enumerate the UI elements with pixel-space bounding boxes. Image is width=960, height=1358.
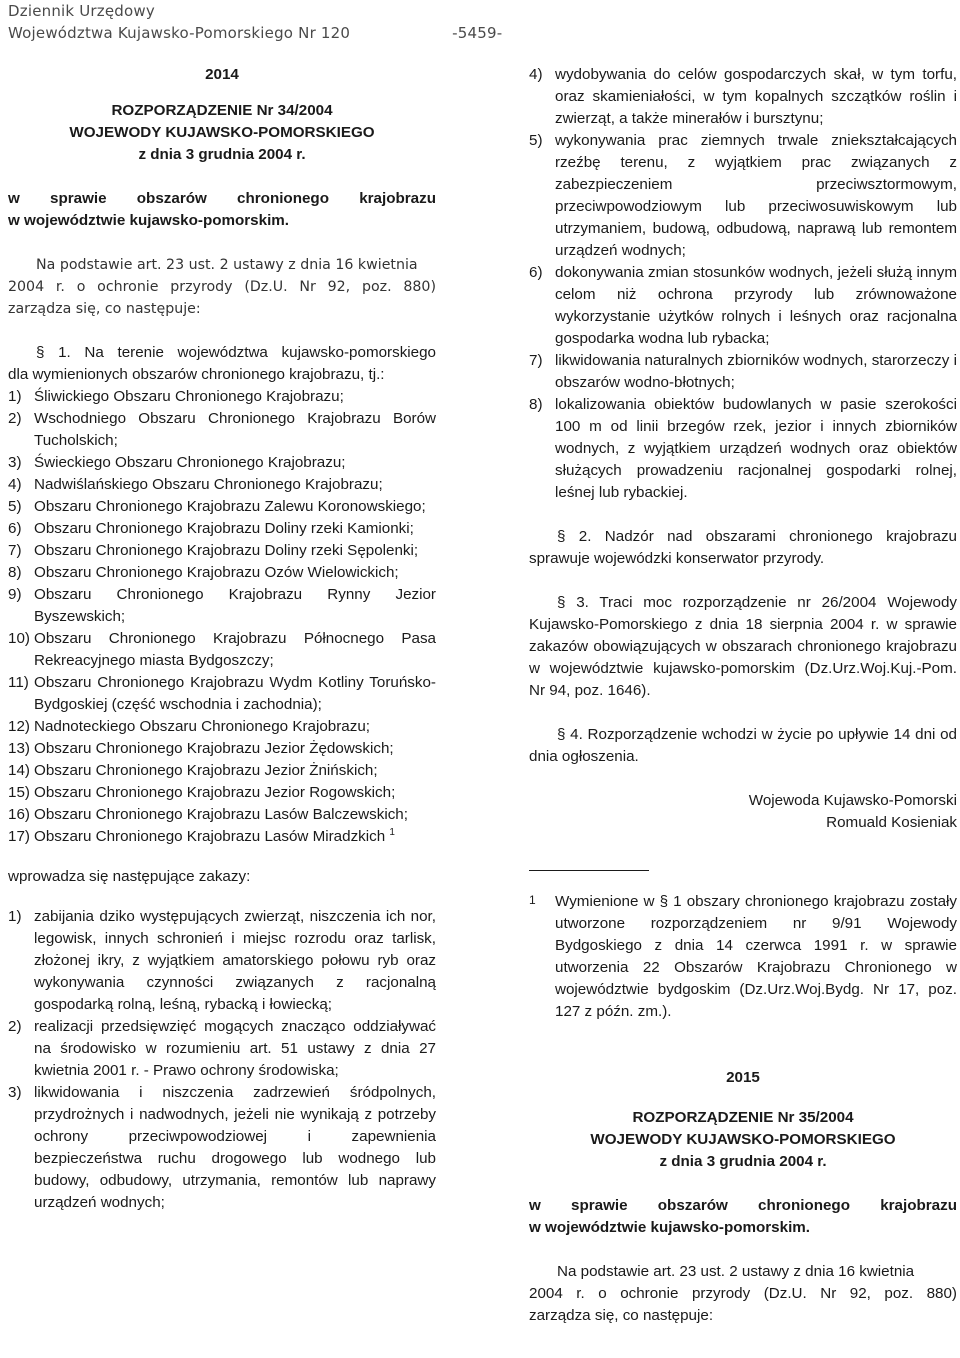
doc-title-2: WOJEWODY KUJAWSKO-POMORSKIEGO <box>590 1131 896 1148</box>
preamble-line-2: 2004 r. o ochronie przyrody (Dz.U. Nr 92, poz. 880) <box>529 1285 957 1302</box>
footnote-number: 1 <box>529 893 536 907</box>
list-item: 10) Obszaru Chronionego Krajobrazu Północnego Pasa Rekreacyjnego miasta Bydgoszczy; <box>8 630 436 669</box>
doc-subject-2: w województwie kujawsko-pomorskim. <box>8 212 290 229</box>
bans-list-continued <box>529 64 957 504</box>
doc-number: 2014 <box>205 66 239 83</box>
list-item: 8) lokalizowania obiektów budowlanych w pasie szerokości 100 m od linii brzegów rzek, jezior i innych zbiorników wodnych, z wyjątkiem urządzeń wodnych oraz obiektów służących prowadzeniu racjonalnej gospodarki rolnej, leśnej lub rybackiej. <box>529 396 957 501</box>
list-item: 7) Obszaru Chronionego Krajobrazu Doliny rzeki Sępolenki; <box>8 542 419 559</box>
footnote-text: Wymienione w § 1 obszary chronionego krajobrazu zostały utworzone rozporządzeniem nr 9/91 Wojewody Bydgoskiego z dnia 14 czerwca 1991 r. w sprawie utworzenia 22 Obszarów Krajobrazu Chronionego w województwie bydgoskim (Dz.Urz.Woj.Bydg. Nr 17, poz. 127 z późn. zm.). <box>555 893 957 1020</box>
preamble-line-1: Na podstawie art. 23 ust. 2 ustawy z dnia 16 kwietnia <box>557 1263 915 1280</box>
list-item: 4) Nadwiślańskiego Obszaru Chronionego Krajobrazu; <box>8 476 383 493</box>
footnote-ref: 1 <box>389 826 395 838</box>
doc-title-1: ROZPORZĄDZENIE Nr 35/2004 <box>632 1109 854 1126</box>
list-item: 14) Obszaru Chronionego Krajobrazu Jezior Żnińskich; <box>8 762 378 779</box>
doc-subject-2: w województwie kujawsko-pomorskim. <box>529 1219 811 1236</box>
doc-title-3: z dnia 3 grudnia 2004 r. <box>659 1153 827 1170</box>
par1-line-1: § 1. Na terenie województwa kujawsko-pomorskiego <box>36 344 436 361</box>
list-item: 11) Obszaru Chronionego Krajobrazu Wydm Kotliny Toruńsko-Bydgoskiej (część wschodnia i zachodnia); <box>8 674 436 713</box>
list-item: 1) Śliwickiego Obszaru Chronionego Krajobrazu; <box>8 388 344 405</box>
list-item: 1) zabijania dziko występujących zwierząt, niszczenia ich nor, legowisk, innych schronień i miejsc rozrodu oraz tarlisk, złożonej ikry, z wyjątkiem amatorskiego połowu ryb oraz wykonywania czynności związanych z racjonalną gospodarką rolną, leśną, rybacką i łowiecką; <box>8 908 436 1013</box>
gazette-header <box>8 0 502 44</box>
doc-subject-1: w sprawie obszarów chronionego krajobrazu <box>529 1197 957 1214</box>
doc-title-2: WOJEWODY KUJAWSKO-POMORSKIEGO <box>69 124 375 141</box>
preamble-line-1: Na podstawie art. 23 ust. 2 ustawy z dnia 16 kwietnia <box>36 257 418 273</box>
gazette-title: Dziennik Urzędowy <box>8 2 155 20</box>
list-item: 17) Obszaru Chronionego Krajobrazu Lasów Miradzkich $^1$ <box>8 826 395 845</box>
list-item: 9) Obszaru Chronionego Krajobrazu Rynny Jezior Byszewskich; <box>8 586 436 625</box>
list-item: 6) Obszaru Chronionego Krajobrazu Doliny rzeki Kamionki; <box>8 520 414 537</box>
preamble-line-3: zarządza się, co następuje: <box>529 1307 714 1324</box>
preamble-line-2: 2004 r. o ochronie przyrody (Dz.U. Nr 92, poz. 880) <box>8 279 436 295</box>
footnote-divider <box>529 870 649 871</box>
list-item: 13) Obszaru Chronionego Krajobrazu Jezior Żędowskich; <box>8 740 394 757</box>
paragraph-4: § 4. Rozporządzenie wchodzi w życie po upływie 14 dni od dnia ogłoszenia. <box>529 726 957 765</box>
doc-number: 2015 <box>726 1069 760 1086</box>
gazette-subtitle-row <box>8 22 502 44</box>
list-item: 3) likwidowania i niszczenia zadrzewień śródpolnych, przydrożnych i nadwodnych, jeżeli nie wynikają z potrzeby ochrony przeciwpowodziowej i zapewnienia bezpieczeństwa ruchu drogowego lub wodnego lub budowy, odbudowy, utrzymania, remontów lub naprawy urządzeń wodnych; <box>8 1084 436 1211</box>
bans-intro: wprowadza się następujące zakazy: <box>8 868 251 885</box>
paragraph-3: § 3. Traci moc rozporządzenie nr 26/2004 Wojewody Kujawsko-Pomorskiego z dnia 18 sierpnia 2004 r. w sprawie zakazów obowiązujących w obszarach chronionego krajobrazu w województwie kujawsko-pomorskim (Dz.Urz.Woj.Kuj.-Pom. Nr 94, poz. 1646). <box>529 594 957 699</box>
page-number: -5459- <box>452 24 503 42</box>
doc-title-3: z dnia 3 grudnia 2004 r. <box>138 146 306 163</box>
list-item: 5) Obszaru Chronionego Krajobrazu Zalewu Koronowskiego; <box>8 498 426 515</box>
left-column <box>8 64 436 1214</box>
list-item: 16) Obszaru Chronionego Krajobrazu Lasów Balczewskich; <box>8 806 408 823</box>
list-item: 12) Nadnoteckiego Obszaru Chronionego Krajobrazu; <box>8 718 371 735</box>
list-item: 7) likwidowania naturalnych zbiorników wodnych, starorzeczy i obszarów wodno-błotnych; <box>529 352 957 391</box>
bans-list <box>8 906 436 1214</box>
signature-name: Romuald Kosieniak <box>826 814 957 831</box>
list-item: 2) Wschodniego Obszaru Chronionego Krajobrazu Borów Tucholskich; <box>8 410 436 449</box>
areas-list <box>8 386 436 848</box>
doc-subject-1: w sprawie obszarów chronionego krajobrazu <box>8 190 436 207</box>
list-item: 4) wydobywania do celów gospodarczych skał, w tym torfu, oraz skamieniałości, w tym kopalnych szczątków roślin i zwierząt, a także minerałów i bursztynu; <box>529 66 957 127</box>
par1-line-2: dla wymienionych obszarów chronionego krajobrazu, tj.: <box>8 366 385 383</box>
list-item: 8) Obszaru Chronionego Krajobrazu Ozów Wielowickich; <box>8 564 399 581</box>
paragraph-2: § 2. Nadzór nad obszarami chronionego krajobrazu sprawuje wojewódzki konserwator przyrody. <box>529 528 957 567</box>
preamble-line-3: zarządza się, co następuje: <box>8 301 201 317</box>
list-item: 5) wykonywania prac ziemnych trwale zniekształcających rzeźbę terenu, z wyjątkiem prac związanych z zabezpieczeniem przeciwsztormowym, przeciwpowodziowym lub przeciwosuwiskowym lub utrzymaniem, budową, odbudową, naprawą lub remontem urządzeń wodnych; <box>529 132 957 259</box>
list-item: 15) Obszaru Chronionego Krajobrazu Jezior Rogowskich; <box>8 784 396 801</box>
right-column <box>529 64 957 1327</box>
list-item: 3) Świeckiego Obszaru Chronionego Krajobrazu; <box>8 454 346 471</box>
doc-title-1: ROZPORZĄDZENIE Nr 34/2004 <box>111 102 333 119</box>
gazette-subtitle: Województwa Kujawsko-Pomorskiego Nr 120 <box>8 24 351 42</box>
signature-title: Wojewoda Kujawsko-Pomorski <box>748 792 957 809</box>
list-item: 2) realizacji przedsięwzięć mogących znacząco oddziaływać na środowisko w rozumieniu art. 51 ustawy z dnia 27 kwietnia 2001 r. - Prawo ochrony środowiska; <box>8 1018 436 1079</box>
list-item: 6) dokonywania zmian stosunków wodnych, jeżeli służą innym celom niż ochrona przyrody lub zrównoważone wykorzystanie użytków rolnych i leśnych oraz racjonalna gospodarka wodna lub rybacka; <box>529 264 957 347</box>
footnote <box>529 891 957 1023</box>
